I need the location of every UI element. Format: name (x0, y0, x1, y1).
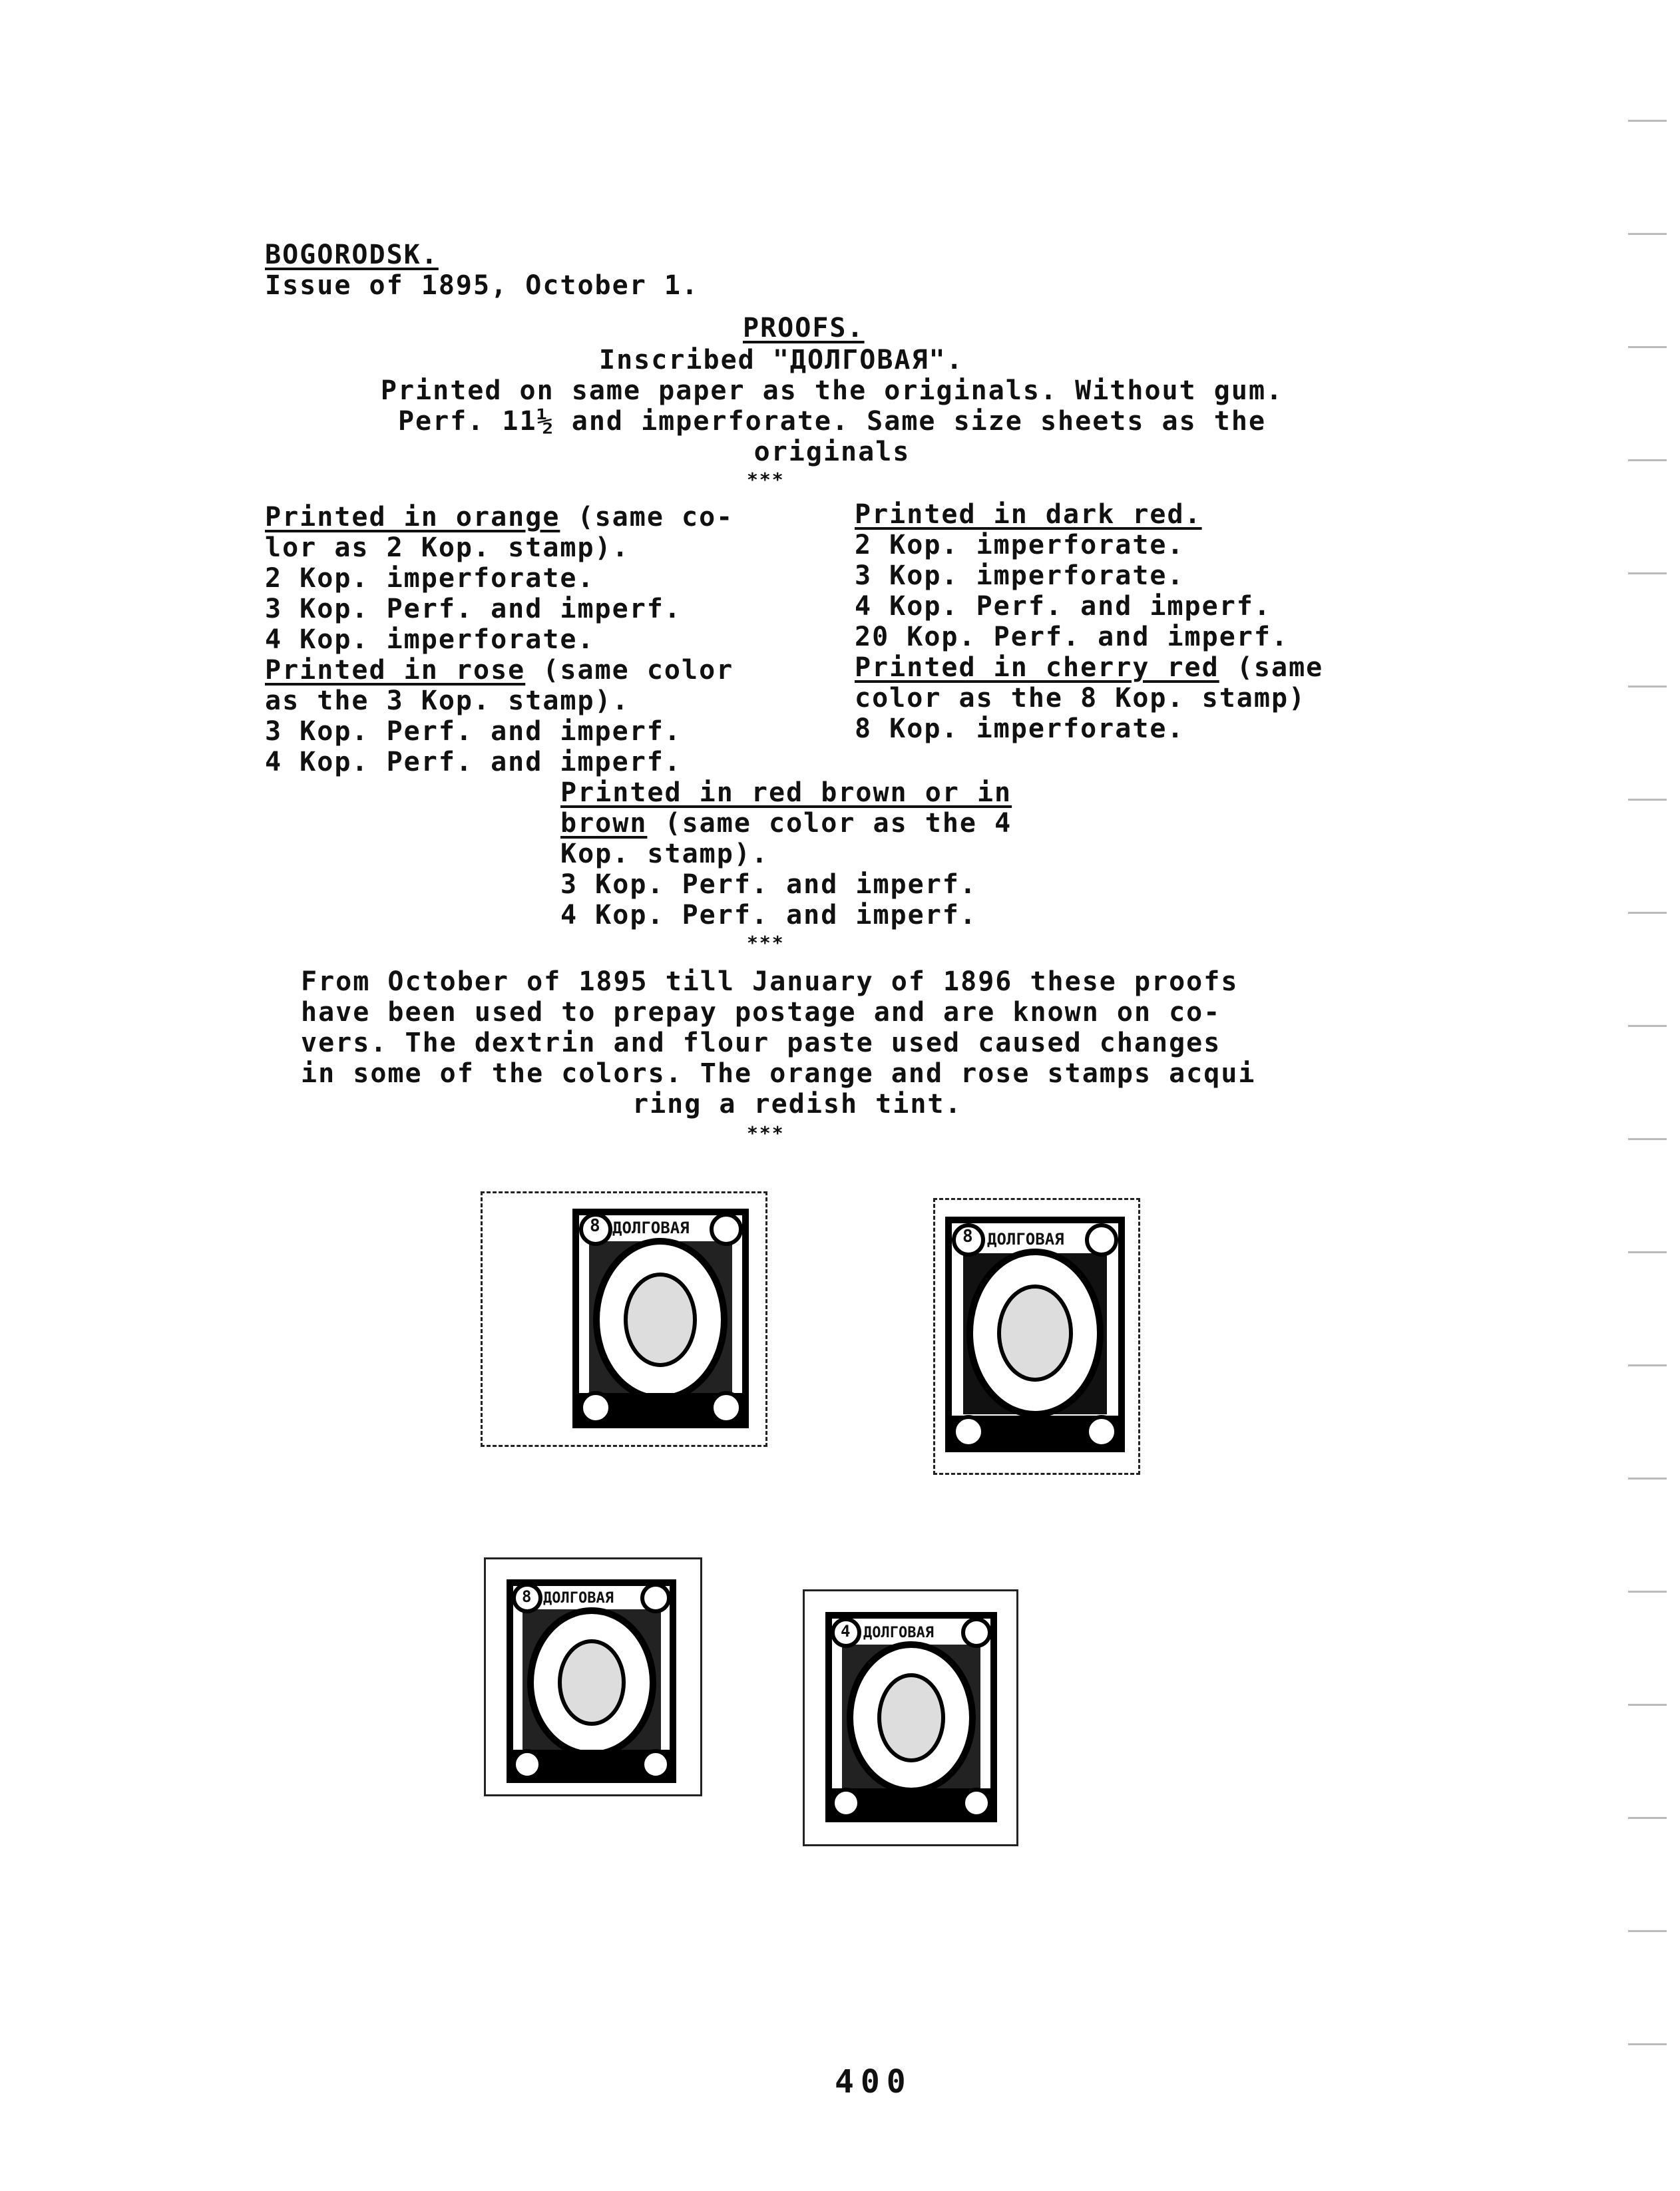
margin-tick (1628, 1817, 1667, 1819)
stamp-value: 8 (590, 1216, 600, 1236)
paragraph-line: From October of 1895 till January of 1896 these proofs (301, 966, 1239, 997)
margin-tick (1628, 1591, 1667, 1593)
orange-note-cont: lor as 2 Kop. stamp). (265, 532, 630, 563)
cherry-heading: Printed in cherry red (855, 652, 1219, 683)
paragraph-line: have been used to prepay postage and are known on co- (301, 997, 1221, 1028)
orange-item: 2 Kop. imperforate. (265, 563, 595, 594)
darkred-item: 2 Kop. imperforate. (855, 530, 1185, 560)
margin-tick (1628, 233, 1667, 235)
margin-tick (1628, 1138, 1667, 1140)
margin-tick (1628, 1364, 1667, 1366)
rose-heading-line (265, 655, 734, 686)
margin-tick (1628, 912, 1667, 914)
intro-line-3: originals (753, 437, 911, 467)
orange-note: (same co- (577, 502, 734, 532)
margin-tick (1628, 1930, 1667, 1932)
cherry-heading-line (855, 652, 1323, 684)
orange-item: 4 Kop. imperforate. (265, 624, 595, 655)
intro-line-2: Perf. 11½ and imperforate. Same size sheets as the (397, 406, 1267, 437)
stamp-proof-image (803, 1589, 1018, 1846)
rose-note-cont: as the 3 Kop. stamp). (265, 686, 630, 716)
margin-tick (1628, 1704, 1667, 1706)
orange-item: 3 Kop. Perf. and imperf. (265, 594, 682, 624)
stamp-label: ДОЛГОВАЯ (987, 1230, 1064, 1249)
cherry-note-cont: color as the 8 Kop. stamp) (855, 683, 1307, 713)
paragraph-line: vers. The dextrin and flour paste used caused changes (301, 1028, 1221, 1058)
separator: *** (747, 469, 785, 491)
orange-heading: Printed in orange (265, 502, 560, 532)
margin-tick (1628, 346, 1667, 348)
stamp-value: 8 (522, 1587, 532, 1606)
brown-item: 3 Kop. Perf. and imperf. (560, 869, 977, 900)
stamp-value: 8 (962, 1227, 973, 1247)
rose-item: 4 Kop. Perf. and imperf. (265, 747, 682, 777)
page-number: 400 (835, 2063, 913, 2100)
margin-tick (1628, 572, 1667, 574)
margin-tick (1628, 2043, 1667, 2045)
stamp-proof-image (933, 1198, 1140, 1475)
margin-ticks (1620, 120, 1667, 2116)
brown-item: 4 Kop. Perf. and imperf. (560, 900, 977, 930)
paragraph-line: in some of the colors. The orange and rose stamps acqui (301, 1058, 1256, 1089)
cherry-item: 8 Kop. imperforate. (855, 713, 1185, 744)
darkred-heading: Printed in dark red. (855, 499, 1202, 530)
darkred-item: 4 Kop. Perf. and imperf. (855, 591, 1271, 622)
margin-tick (1628, 1251, 1667, 1253)
paragraph-line: ring a redish tint. (632, 1089, 962, 1119)
inscription-line: Inscribed "ДОЛГОВАЯ". (599, 345, 964, 375)
intro-line-1: Printed on same paper as the originals. Without gum. (380, 375, 1284, 406)
darkred-item: 20 Kop. Perf. and imperf. (855, 622, 1289, 652)
orange-heading-line (265, 502, 734, 533)
margin-tick (1628, 1025, 1667, 1027)
separator: *** (747, 932, 785, 954)
rose-note: (same color (542, 655, 734, 686)
stamp-proof-image (484, 1557, 702, 1796)
brown-note: (same color as the 4 (664, 808, 1012, 839)
stamp-value: 4 (841, 1622, 851, 1641)
cherry-note: (same (1236, 652, 1324, 683)
margin-tick (1628, 686, 1667, 688)
margin-tick (1628, 459, 1667, 461)
stamp-label: ДОЛГОВАЯ (543, 1590, 614, 1607)
margin-tick (1628, 799, 1667, 801)
margin-tick (1628, 120, 1667, 122)
darkred-item: 3 Kop. imperforate. (855, 560, 1185, 591)
brown-heading: Printed in red brown or in (560, 777, 1012, 808)
margin-tick (1628, 1478, 1667, 1480)
separator: *** (747, 1122, 785, 1144)
stamp-proof-image (481, 1191, 767, 1447)
rose-item: 3 Kop. Perf. and imperf. (265, 716, 682, 747)
brown-heading-line-2 (560, 808, 1012, 839)
page-title: BOGORODSK. (265, 240, 439, 270)
section-heading: PROOFS. (743, 313, 865, 343)
stamp-label: ДОЛГОВАЯ (863, 1625, 934, 1641)
stamp-label: ДОЛГОВАЯ (612, 1219, 690, 1237)
rose-heading: Printed in rose (265, 655, 526, 686)
brown-note-cont: Kop. stamp). (560, 839, 769, 869)
issue-date: Issue of 1895, October 1. (265, 270, 700, 301)
brown-heading-cont: brown (560, 808, 648, 839)
